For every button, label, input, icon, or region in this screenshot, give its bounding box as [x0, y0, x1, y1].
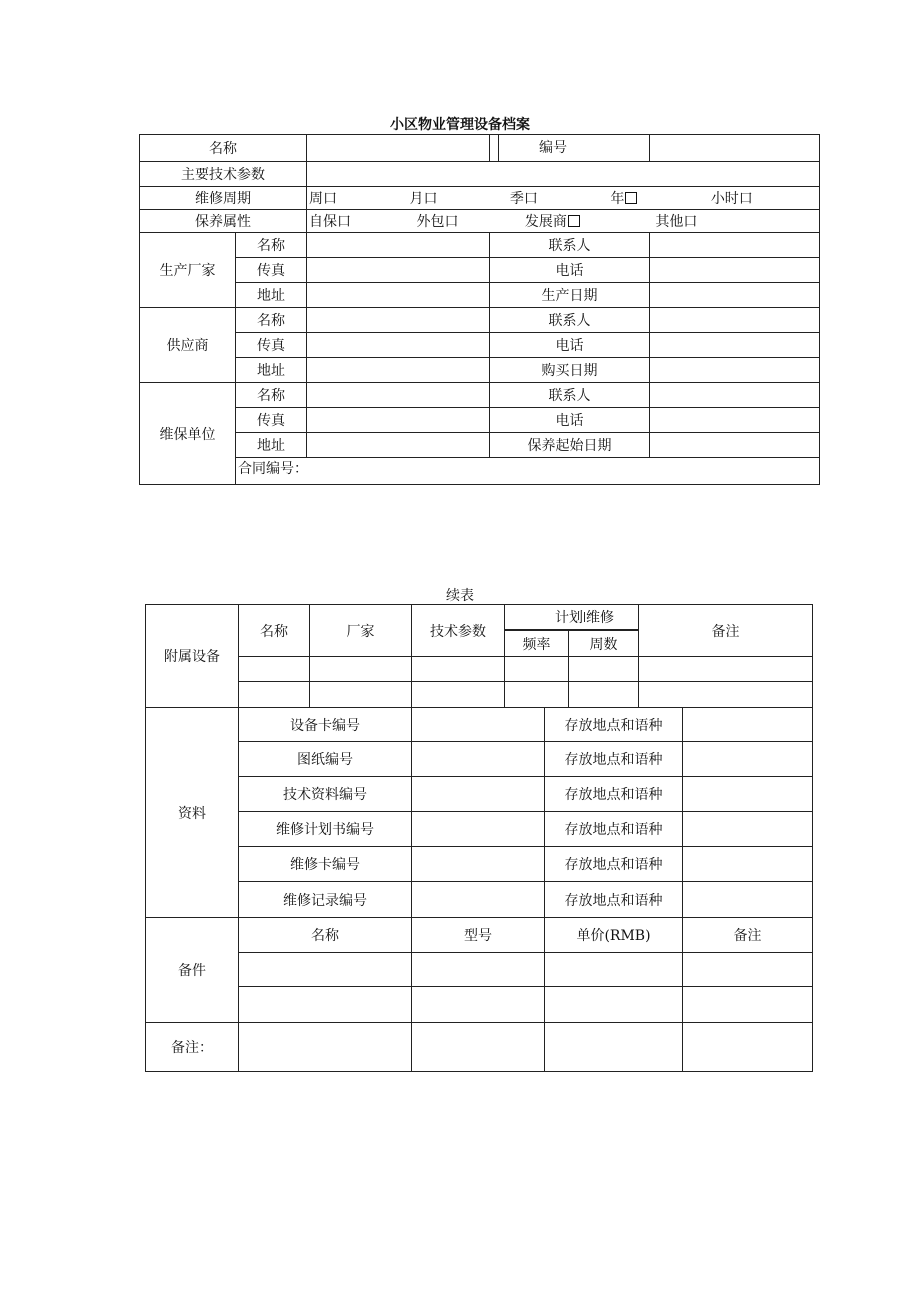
doc-item-label: 设备卡编号 — [239, 708, 412, 742]
cycle-option-hour[interactable]: 小时口 — [710, 191, 753, 207]
spare-parts-label: 备件 — [146, 918, 239, 1023]
value-cell[interactable] — [307, 233, 490, 258]
attached-equipment-label: 附属设备 — [146, 605, 239, 708]
divider — [490, 135, 499, 161]
cell[interactable] — [239, 987, 412, 1023]
value-cell[interactable] — [307, 308, 490, 333]
tech-params-label: 主要技术参数 — [140, 162, 307, 187]
col-header-tech: 技术参数 — [412, 605, 505, 657]
value-cell[interactable] — [650, 408, 820, 433]
cell[interactable] — [569, 682, 639, 708]
cell[interactable] — [412, 953, 545, 987]
row-label: 名称 — [236, 308, 307, 333]
row-label: 电话 — [490, 258, 650, 283]
col-header-spare-note: 备注 — [683, 918, 813, 953]
cycle-option-month[interactable]: 月口 — [409, 191, 438, 207]
attr-option-developer[interactable]: 发展商 — [524, 214, 567, 230]
doc-store-label: 存放地点和语种 — [545, 742, 683, 777]
cell[interactable] — [239, 657, 310, 682]
row-label: 传真 — [236, 408, 307, 433]
doc-store-label: 存放地点和语种 — [545, 882, 683, 918]
cell[interactable] — [412, 987, 545, 1023]
tech-params-value-cell[interactable] — [307, 162, 820, 187]
col-header-maker: 厂家 — [310, 605, 412, 657]
value-cell[interactable] — [307, 283, 490, 308]
col-header-freq: 频率 — [505, 631, 569, 657]
row-label: 传真 — [236, 333, 307, 358]
doc-item-label: 技术资料编号 — [239, 777, 412, 812]
cycle-option-quarter[interactable]: 季口 — [509, 191, 538, 207]
value-cell[interactable] — [307, 383, 490, 408]
cell[interactable] — [310, 682, 412, 708]
divider — [584, 612, 585, 622]
cell[interactable] — [683, 1023, 813, 1072]
maintenance-attr-label: 保养属性 — [140, 210, 307, 233]
equipment-record-table — [139, 134, 820, 485]
cell[interactable] — [639, 657, 813, 682]
doc-item-label: 图纸编号 — [239, 742, 412, 777]
value-cell[interactable] — [650, 233, 820, 258]
doc-item-label: 维修记录编号 — [239, 882, 412, 918]
value-cell[interactable] — [412, 847, 545, 882]
group-label-manufacturer: 生产厂家 — [140, 233, 236, 308]
page-title: 小区物业管理设备档案 — [390, 117, 530, 133]
cell[interactable] — [239, 1023, 412, 1072]
col-header-price: 单价(RMB) — [545, 918, 683, 953]
cycle-option-week[interactable]: 周口 — [309, 191, 337, 207]
row-label: 传真 — [236, 258, 307, 283]
col-header-note: 备注 — [639, 605, 813, 657]
cell[interactable] — [569, 657, 639, 682]
col-header-name: 名称 — [239, 605, 310, 657]
continued-title: 续表 — [446, 588, 474, 604]
cell[interactable] — [505, 657, 569, 682]
value-cell[interactable] — [650, 333, 820, 358]
cell[interactable] — [412, 682, 505, 708]
continued-table — [145, 604, 813, 1072]
number-value-cell[interactable] — [650, 135, 820, 162]
row-label: 联系人 — [490, 308, 650, 333]
cell[interactable] — [412, 1023, 545, 1072]
value-cell[interactable] — [683, 777, 813, 812]
value-cell[interactable] — [307, 333, 490, 358]
doc-store-label: 存放地点和语种 — [545, 777, 683, 812]
value-cell[interactable] — [683, 882, 813, 918]
value-cell[interactable] — [683, 742, 813, 777]
maintenance-attr-options — [307, 210, 820, 233]
cell[interactable] — [239, 682, 310, 708]
cell[interactable] — [310, 657, 412, 682]
row-label: 购买日期 — [490, 358, 650, 383]
col-header-weeks: 周数 — [569, 631, 639, 657]
group-label-supplier: 供应商 — [140, 308, 236, 383]
number-label: 编号 — [539, 140, 567, 156]
name-label: 名称 — [140, 135, 307, 162]
plan-label-b: 维修 — [586, 610, 615, 626]
value-cell[interactable] — [307, 358, 490, 383]
value-cell[interactable] — [412, 742, 545, 777]
value-cell[interactable] — [412, 708, 545, 742]
value-cell[interactable] — [650, 433, 820, 458]
maintenance-cycle-options — [307, 187, 820, 210]
row-label: 地址 — [236, 433, 307, 458]
cycle-option-year[interactable]: 年 — [610, 191, 625, 207]
attr-option-outsource[interactable]: 外包口 — [416, 214, 459, 230]
col-header-spare-name: 名称 — [239, 918, 412, 953]
row-label: 电话 — [490, 333, 650, 358]
checkbox-developer[interactable] — [568, 215, 580, 227]
row-label: 名称 — [236, 233, 307, 258]
cell[interactable] — [545, 953, 683, 987]
col-header-plan — [505, 605, 639, 631]
value-cell[interactable] — [307, 408, 490, 433]
value-cell[interactable] — [650, 283, 820, 308]
contract-number-label[interactable]: 合同编号： — [236, 458, 820, 485]
cell[interactable] — [683, 987, 813, 1023]
checkbox-year[interactable] — [625, 192, 637, 204]
group-label-maintainer: 维保单位 — [140, 383, 236, 485]
cell[interactable] — [545, 987, 683, 1023]
value-cell[interactable] — [650, 258, 820, 283]
cell[interactable] — [412, 657, 505, 682]
doc-store-label: 存放地点和语种 — [545, 708, 683, 742]
cell[interactable] — [683, 953, 813, 987]
row-label: 生产日期 — [490, 283, 650, 308]
doc-item-label: 维修卡编号 — [239, 847, 412, 882]
row-label: 地址 — [236, 358, 307, 383]
value-cell[interactable] — [683, 708, 813, 742]
cell[interactable] — [505, 682, 569, 708]
value-cell[interactable] — [412, 882, 545, 918]
remarks-label: 备注： — [146, 1023, 239, 1072]
cell[interactable] — [545, 1023, 683, 1072]
maintenance-cycle-label: 维修周期 — [140, 187, 307, 210]
row-label: 名称 — [236, 383, 307, 408]
doc-store-label: 存放地点和语种 — [545, 847, 683, 882]
attr-option-self[interactable]: 自保口 — [309, 214, 351, 230]
name-value-cell[interactable] — [307, 135, 490, 162]
plan-label-a: 计划 — [555, 610, 584, 626]
row-label: 保养起始日期 — [490, 433, 650, 458]
row-label: 电话 — [490, 408, 650, 433]
value-cell[interactable] — [412, 812, 545, 847]
doc-item-label: 维修计划书编号 — [239, 812, 412, 847]
value-cell[interactable] — [307, 433, 490, 458]
value-cell[interactable] — [307, 258, 490, 283]
cell[interactable] — [239, 953, 412, 987]
value-cell[interactable] — [683, 812, 813, 847]
col-header-model: 型号 — [412, 918, 545, 953]
doc-store-label: 存放地点和语种 — [545, 812, 683, 847]
value-cell[interactable] — [650, 308, 820, 333]
row-label: 联系人 — [490, 233, 650, 258]
row-label: 联系人 — [490, 383, 650, 408]
value-cell[interactable] — [650, 383, 820, 408]
row-label: 地址 — [236, 283, 307, 308]
documents-label: 资料 — [146, 708, 239, 918]
value-cell[interactable] — [412, 777, 545, 812]
attr-option-other[interactable]: 其他口 — [655, 214, 698, 230]
cell[interactable] — [639, 682, 813, 708]
value-cell[interactable] — [683, 847, 813, 882]
value-cell[interactable] — [650, 358, 820, 383]
